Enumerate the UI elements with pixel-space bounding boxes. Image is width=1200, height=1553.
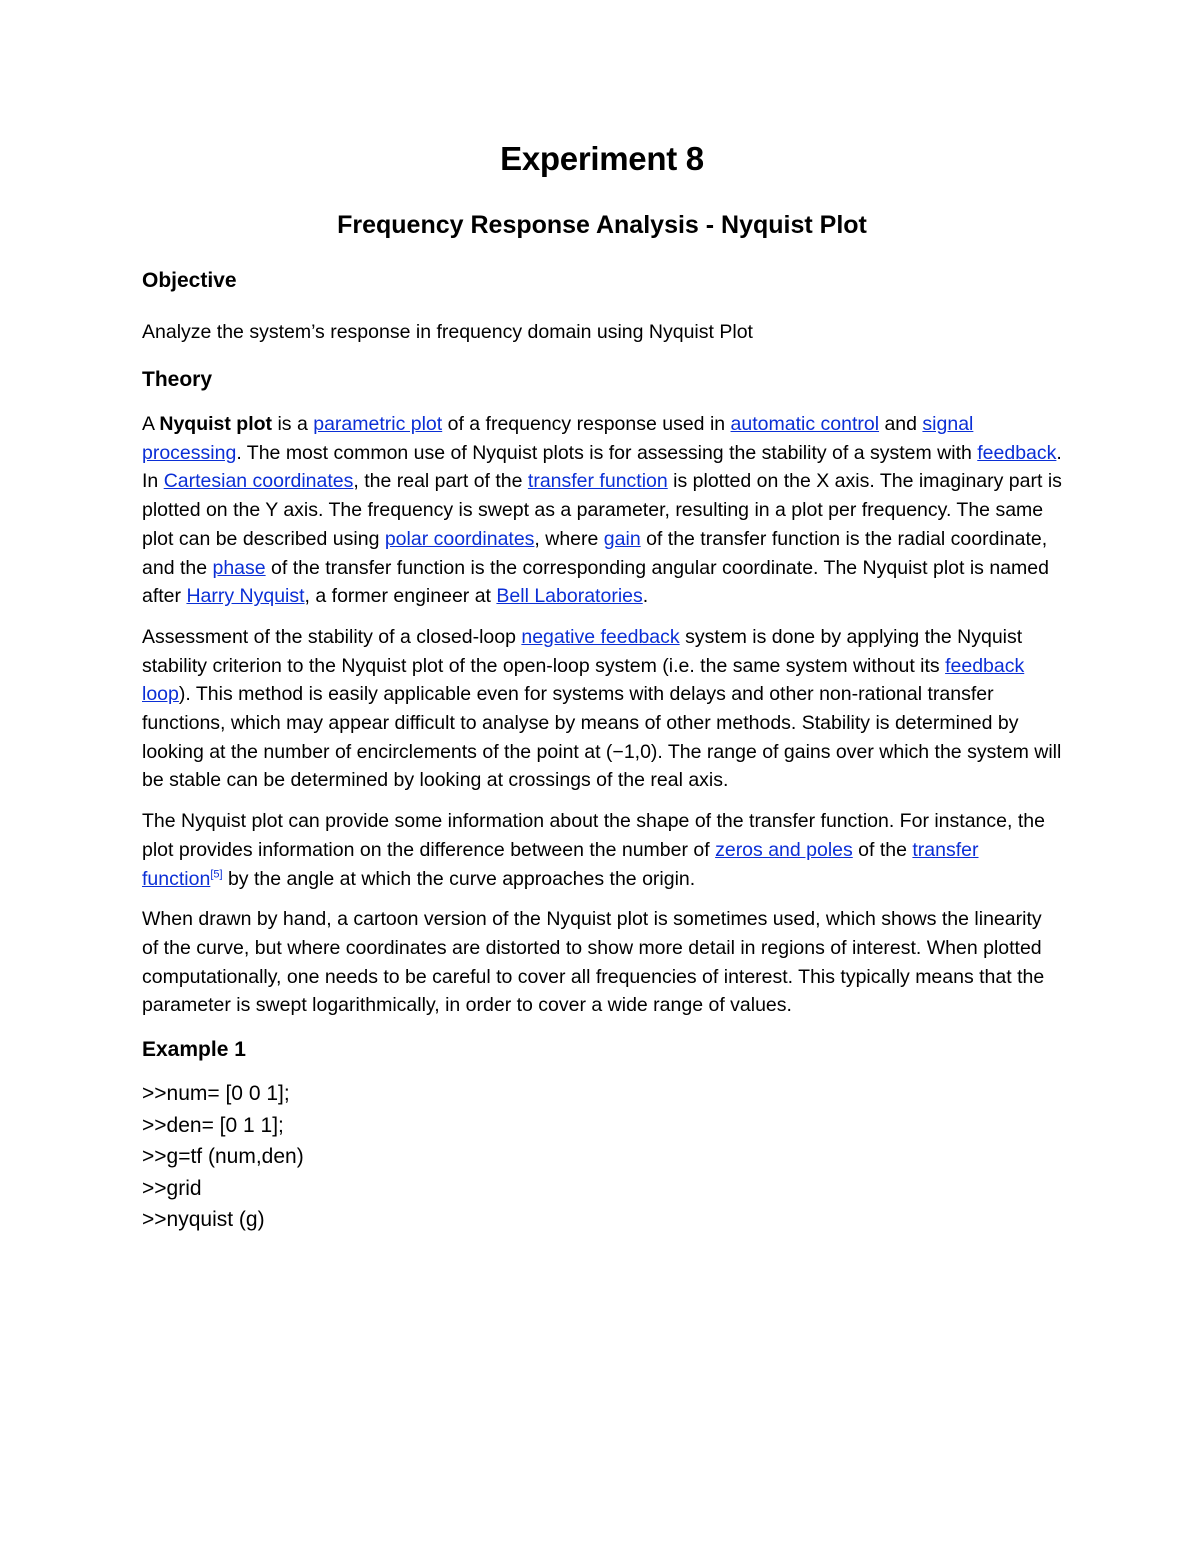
text-run: of a frequency response used in — [442, 413, 731, 435]
link-zeros-and-poles[interactable]: zeros and poles — [715, 838, 853, 861]
code-line: >>den= [0 1 1]; — [142, 1113, 284, 1137]
link-automatic-control[interactable]: automatic control — [730, 413, 880, 435]
text-run: The Nyquist plot can provide some information about the shape of the transfer function. For instance, the plot provides information on the difference between the number of — [142, 810, 1045, 861]
text-run: . In — [142, 441, 1062, 493]
text-run: , a former engineer at — [304, 585, 497, 608]
text-run: ). This method is easily applicable even for systems with delays and other non-rational transfer functions, which may appear difficult to analyse by means of other methods. Stability is determined by looking at the number of encirclements of the point at (−1,0). The range of gains over which the system will be stable can be determined by looking at crossings of the real axis. — [142, 683, 1062, 792]
text-run: is plotted on the X axis. The imaginary part is plotted on the Y axis. The frequency is swept as a parameter, resulting in a plot per frequency. The same plot can be described using — [142, 470, 1062, 550]
text-run: , where — [534, 527, 604, 550]
code-line: >>num= [0 0 1]; — [142, 1082, 290, 1106]
objective-heading: Objective — [142, 269, 237, 292]
code-line: >>nyquist (g) — [142, 1208, 265, 1232]
theory-paragraph-3 — [142, 807, 1062, 893]
link-feedback-loop[interactable]: feedback loop — [142, 654, 1025, 706]
text-run: A — [142, 413, 160, 435]
text-run: , the real part of the — [353, 470, 528, 493]
text-run: . — [642, 585, 649, 608]
link-polar-coordinates[interactable]: polar coordinates — [384, 527, 535, 550]
code-line: >>g=tf (num,den) — [142, 1145, 304, 1169]
link-transfer-function-2[interactable]: transfer function — [142, 838, 979, 890]
text-run: is a — [272, 413, 314, 435]
link-negative-feedback[interactable]: negative feedback — [521, 625, 680, 648]
text-run: Assessment of the stability of a closed-loop — [142, 625, 522, 648]
bold-term: Nyquist plot — [159, 413, 273, 435]
link-cartesian-coordinates[interactable]: Cartesian coordinates — [163, 470, 354, 493]
text-run: by the angle at which the curve approaches the origin. — [222, 867, 696, 890]
link-feedback[interactable]: feedback — [977, 441, 1057, 464]
reference-marker[interactable]: [5] — [210, 868, 223, 881]
link-bell-laboratories[interactable]: Bell Laboratories — [496, 585, 643, 608]
example-heading: Example 1 — [142, 1038, 246, 1062]
text-run: system is done by applying the Nyquist stability criterion to the Nyquist plot of the open-loop system (i.e. the same system without its — [142, 625, 1023, 677]
document-body — [142, 140, 1062, 1236]
link-harry-nyquist[interactable]: Harry Nyquist — [186, 585, 305, 608]
text-run: . The most common use of Nyquist plots is for assessing the stability of a system with — [236, 441, 978, 464]
code-line: >>grid — [142, 1176, 202, 1200]
page-title: Experiment 8 — [500, 140, 704, 177]
link-phase[interactable]: phase — [212, 556, 266, 579]
link-gain[interactable]: gain — [603, 527, 641, 550]
text-run: of the — [852, 838, 913, 861]
theory-paragraph-1 — [142, 410, 1062, 611]
text-run: of the transfer function is the radial coordinate, and the — [142, 527, 1048, 579]
text-run: and — [879, 413, 923, 435]
objective-text: Analyze the system’s response in frequency domain using Nyquist Plot — [142, 321, 753, 343]
page-subtitle: Frequency Response Analysis - Nyquist Plot — [337, 211, 867, 239]
theory-heading: Theory — [142, 368, 213, 391]
text-run: of the transfer function is the corresponding angular coordinate. The Nyquist plot is named after — [142, 556, 1049, 608]
code-block — [142, 1078, 1062, 1236]
theory-paragraph-4: When drawn by hand, a cartoon version of the Nyquist plot is sometimes used, which shows the linearity of the curve, but where coordinates are distorted to show more detail in regions of interest. When plotted computationally, one needs to be careful to cover all frequencies of interest. This typically means that the parameter is swept logarithmically, in order to cover a wide range of values. — [142, 908, 1045, 1017]
link-parametric-plot[interactable]: parametric plot — [313, 413, 443, 435]
link-signal-processing[interactable]: signal processing — [142, 413, 974, 464]
link-transfer-function[interactable]: transfer function — [527, 470, 668, 493]
theory-paragraph-2 — [142, 623, 1062, 795]
